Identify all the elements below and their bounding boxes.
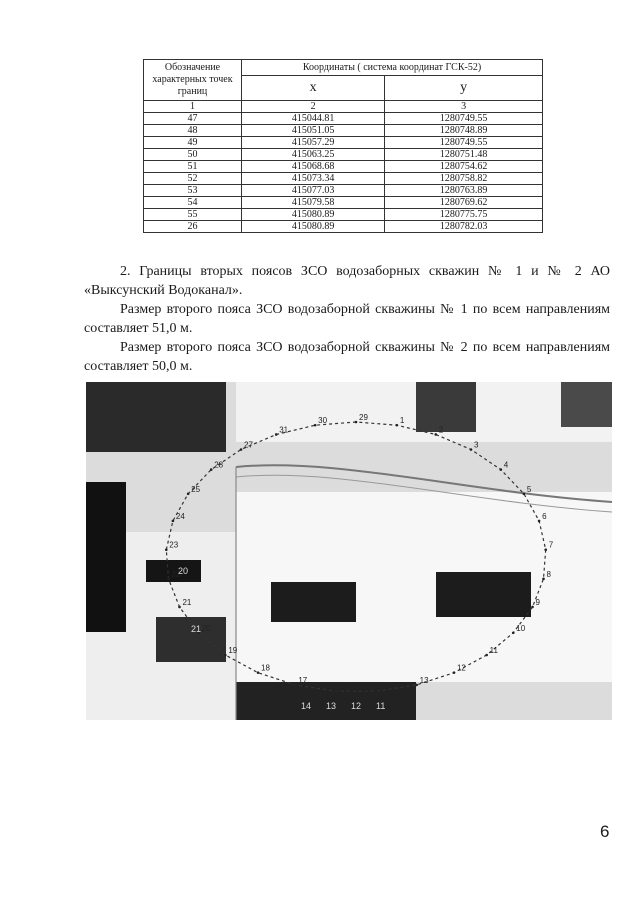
point-cell: 53 bbox=[144, 185, 242, 197]
x-cell: 415063.25 bbox=[242, 149, 385, 161]
boundary-point-label: 18 bbox=[261, 663, 270, 673]
boundary-point bbox=[334, 690, 337, 693]
y-cell: 1280749.55 bbox=[385, 113, 543, 125]
boundary-point bbox=[485, 654, 488, 657]
col-number-1: 1 bbox=[144, 101, 242, 113]
coordinates-table bbox=[143, 59, 543, 233]
paragraph-well-1-size: Размер второго пояса ЗСО водозаборной скважины № 1 по всем направлениям составляет 51,0 м. bbox=[84, 302, 610, 336]
x-cell: 415073.34 bbox=[242, 173, 385, 185]
table-row bbox=[144, 113, 543, 125]
header-point-designation: Обозначение характерных точек границ bbox=[144, 60, 242, 101]
boundary-point-label: 6 bbox=[542, 511, 547, 521]
boundary-point-label: 11 bbox=[489, 646, 498, 656]
boundary-point bbox=[512, 631, 515, 634]
boundary-point bbox=[294, 684, 297, 687]
table-row bbox=[144, 137, 543, 149]
boundary-point bbox=[523, 492, 526, 495]
table-row bbox=[144, 161, 543, 173]
table-row bbox=[144, 125, 543, 137]
col-number-2: 2 bbox=[242, 101, 385, 113]
x-cell: 415051.05 bbox=[242, 125, 385, 137]
y-cell: 1280763.89 bbox=[385, 185, 543, 197]
boundary-point bbox=[500, 468, 503, 471]
boundary-point-label: 1 bbox=[399, 416, 405, 426]
boundary-point bbox=[434, 433, 437, 436]
boundary-point bbox=[210, 468, 213, 471]
y-cell: 1280751.48 bbox=[385, 149, 543, 161]
x-cell: 415077.03 bbox=[242, 185, 385, 197]
x-cell: 415044.81 bbox=[242, 113, 385, 125]
boundary-point bbox=[178, 606, 181, 609]
boundary-point-label: 29 bbox=[359, 413, 368, 422]
table-row bbox=[144, 173, 543, 185]
boundary-point-label: 4 bbox=[503, 460, 509, 470]
point-cell: 52 bbox=[144, 173, 242, 185]
boundary-point-label: 10 bbox=[516, 623, 526, 633]
point-cell: 51 bbox=[144, 161, 242, 173]
boundary-point bbox=[240, 448, 243, 451]
paragraph-second-zone-heading: 2. Границы вторых поясов ЗСО водозаборных скважин № 1 и № 2 АО «Выксунский Водоканал». bbox=[84, 264, 610, 298]
y-cell: 1280775.75 bbox=[385, 209, 543, 221]
boundary-point bbox=[415, 684, 418, 687]
boundary-point bbox=[542, 578, 545, 581]
point-cell: 50 bbox=[144, 149, 242, 161]
point-cell: 26 bbox=[144, 221, 242, 233]
header-x: x bbox=[242, 75, 385, 100]
boundary-point bbox=[355, 421, 358, 424]
y-cell: 1280748.89 bbox=[385, 125, 543, 137]
boundary-point bbox=[257, 671, 260, 674]
plot-number-label: 13 bbox=[326, 701, 337, 711]
x-cell: 415079.58 bbox=[242, 197, 385, 209]
header-coordinates: Координаты ( система координат ГСК-52) bbox=[242, 60, 543, 76]
boundary-point-label: 22 bbox=[171, 569, 181, 579]
boundary-point-label: 27 bbox=[244, 440, 253, 450]
table-row bbox=[144, 221, 543, 233]
boundary-point bbox=[167, 578, 170, 581]
boundary-point-label: 9 bbox=[535, 597, 540, 607]
point-cell: 48 bbox=[144, 125, 242, 137]
paragraph-well-2-size: Размер второго пояса ЗСО водозаборной скважины № 2 по всем направлениям составляет 50,0 м. bbox=[84, 340, 610, 374]
x-cell: 415057.29 bbox=[242, 137, 385, 149]
boundary-point-label: 24 bbox=[175, 511, 185, 521]
boundary-point bbox=[470, 448, 473, 451]
boundary-point bbox=[314, 424, 317, 427]
boundary-point-label: 25 bbox=[191, 484, 201, 494]
boundary-point bbox=[165, 548, 168, 551]
plot-number-label: 21 bbox=[191, 624, 202, 634]
boundary-point-label: 16 bbox=[338, 682, 348, 692]
boundary-point-label: 31 bbox=[279, 425, 289, 435]
plot-number-label: 12 bbox=[351, 701, 362, 711]
cadastral-map bbox=[86, 382, 612, 720]
boundary-point bbox=[544, 548, 547, 551]
table-row bbox=[144, 209, 543, 221]
y-cell: 1280782.03 bbox=[385, 221, 543, 233]
col-number-3: 3 bbox=[385, 101, 543, 113]
map-drawing bbox=[86, 382, 612, 720]
boundary-point-label: 19 bbox=[228, 646, 238, 656]
boundary-point-label: 7 bbox=[548, 540, 554, 550]
boundary-point-label: 5 bbox=[526, 484, 532, 494]
boundary-point-label: 23 bbox=[169, 540, 179, 550]
point-cell: 49 bbox=[144, 137, 242, 149]
boundary-point bbox=[375, 690, 378, 693]
point-cell: 47 bbox=[144, 113, 242, 125]
boundary-point-label: 28 bbox=[214, 460, 224, 470]
boundary-point bbox=[538, 520, 541, 523]
boundary-point bbox=[224, 654, 227, 657]
boundary-point-label: 8 bbox=[546, 569, 551, 579]
y-cell: 1280749.55 bbox=[385, 137, 543, 149]
point-cell: 55 bbox=[144, 209, 242, 221]
boundary-point-label: 30 bbox=[318, 416, 328, 426]
y-cell: 1280769.62 bbox=[385, 197, 543, 209]
table-row bbox=[144, 197, 543, 209]
boundary-point bbox=[531, 606, 534, 609]
boundary-point bbox=[172, 520, 175, 523]
header-y: y bbox=[385, 75, 543, 100]
boundary-point-label: 12 bbox=[456, 663, 466, 673]
boundary-point-label: 2 bbox=[438, 425, 444, 435]
point-cell: 54 bbox=[144, 197, 242, 209]
x-cell: 415080.89 bbox=[242, 221, 385, 233]
table-row bbox=[144, 149, 543, 161]
boundary-point-label: 20 bbox=[201, 623, 211, 633]
page-number: 6 bbox=[600, 822, 610, 841]
boundary-point-label: 13 bbox=[419, 675, 429, 685]
boundary-point-label: 15 bbox=[379, 682, 389, 692]
boundary-point bbox=[187, 492, 190, 495]
plot-number-label: 20 bbox=[178, 566, 189, 576]
y-cell: 1280758.82 bbox=[385, 173, 543, 185]
plot-number-label: 11 bbox=[376, 701, 386, 711]
x-cell: 415080.89 bbox=[242, 209, 385, 221]
x-cell: 415068.68 bbox=[242, 161, 385, 173]
boundary-point-label: 21 bbox=[182, 597, 192, 607]
boundary-point bbox=[275, 433, 278, 436]
y-cell: 1280754.62 bbox=[385, 161, 543, 173]
table-row bbox=[144, 185, 543, 197]
boundary-point bbox=[396, 424, 399, 427]
boundary-point bbox=[453, 671, 456, 674]
boundary-point-label: 3 bbox=[473, 440, 479, 450]
plot-number-label: 14 bbox=[301, 701, 312, 711]
boundary-point-label: 17 bbox=[298, 675, 308, 685]
